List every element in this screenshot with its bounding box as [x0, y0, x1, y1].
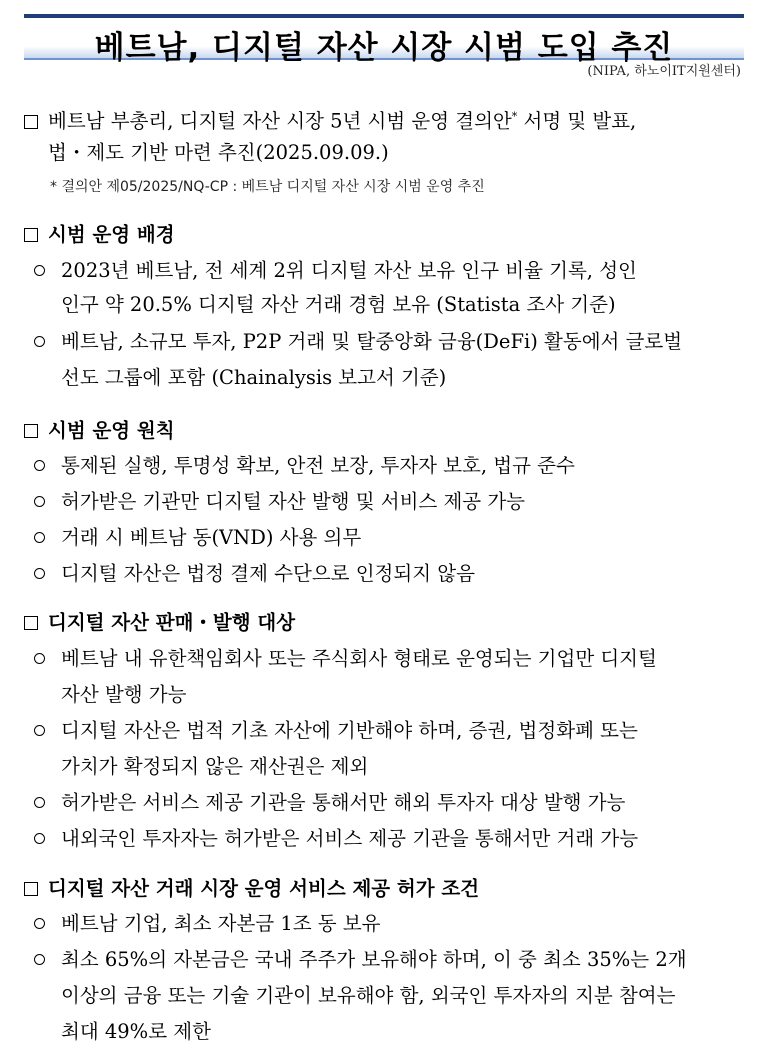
list-item-text: 허가받은 기관만 디지털 자산 발행 및 서비스 제공 가능: [61, 490, 526, 513]
list-item-text: 내외국인 투자자는 허가받은 서비스 제공 기관을 통해서만 거래 가능: [61, 827, 639, 850]
list-item: [34, 786, 625, 820]
source-note: (NIPA, 하노이IT지원센터): [587, 64, 741, 79]
list-item-text: 최소 65%의 자본금은 국내 주주가 보유해야 하며, 이 중 최소 35%는 2개: [61, 948, 687, 971]
square-bullet-icon: [24, 424, 38, 438]
section-heading-text: 시범 운영 원칙: [48, 419, 175, 442]
section-heading-principles: [24, 414, 175, 448]
list-item: [34, 642, 657, 676]
list-item-text: 거래 시 베트남 동(VND) 사용 의무: [61, 526, 362, 549]
intro-text-1: 베트남 부총리, 디지털 자산 시장 5년 시범 운영 결의안: [48, 109, 512, 133]
intro-text-1-tail: 서명 및 발표,: [517, 109, 637, 133]
section-heading-text: 디지털 자산 거래 시장 운영 서비스 제공 허가 조건: [48, 877, 480, 900]
page-title: 베트남, 디지털 자산 시장 시범 도입 추진: [94, 30, 674, 66]
list-item: [34, 521, 361, 555]
list-item-text: 2023년 베트남, 전 세계 2위 디지털 자산 보유 인구 비율 기록, 성인: [61, 259, 637, 282]
list-item: [34, 485, 525, 519]
circle-bullet-icon: [34, 568, 45, 579]
circle-bullet-icon: [34, 954, 45, 965]
list-item: [34, 714, 638, 748]
list-item-text: 베트남, 소규모 투자, P2P 거래 및 탈중앙화 금융(DeFi) 활동에서 글로벌: [61, 330, 683, 353]
square-bullet-icon: [24, 228, 38, 242]
list-item-text: 디지털 자산은 법정 결제 수단으로 인정되지 않음: [61, 562, 475, 585]
list-item-continuation: 가치가 확정되지 않은 재산권은 제외: [61, 755, 369, 778]
circle-bullet-icon: [34, 653, 45, 664]
list-item-continuation: 이상의 금융 또는 기술 기관이 보유해야 함, 외국인 투자자의 지분 참여는: [61, 984, 676, 1007]
section-heading-background: [24, 218, 175, 252]
square-bullet-icon: [24, 882, 38, 896]
list-item: [34, 325, 682, 359]
circle-bullet-icon: [34, 460, 45, 471]
square-bullet-icon: [24, 115, 38, 129]
list-item-text: 베트남 기업, 최소 자본금 1조 동 보유: [61, 912, 381, 935]
circle-bullet-icon: [34, 797, 45, 808]
section-heading-text: 시범 운영 배경: [48, 223, 175, 246]
title-bar: [24, 14, 744, 66]
list-item: [34, 943, 687, 977]
list-item: [34, 254, 637, 288]
circle-bullet-icon: [34, 833, 45, 844]
list-item: [34, 449, 575, 483]
intro-line-1: [24, 100, 636, 139]
list-item-text: 디지털 자산은 법적 기초 자산에 기반해야 하며, 증권, 법정화폐 또는: [61, 719, 638, 742]
section-heading-license: [24, 872, 479, 906]
list-item: [34, 907, 381, 941]
section-heading-text: 디지털 자산 판매・발행 대상: [48, 611, 296, 634]
circle-bullet-icon: [34, 496, 45, 507]
square-bullet-icon: [24, 616, 38, 630]
intro-line-2: 법・제도 기반 마련 추진(2025.09.09.): [48, 141, 389, 164]
list-item-continuation: 인구 약 20.5% 디지털 자산 거래 경험 보유 (Statista 조사 기준): [61, 293, 616, 316]
circle-bullet-icon: [34, 265, 45, 276]
circle-bullet-icon: [34, 336, 45, 347]
list-item-text: 허가받은 서비스 제공 기관을 통해서만 해외 투자자 대상 발행 가능: [61, 791, 626, 814]
footnote-marker: *: [511, 110, 518, 123]
list-item-continuation: 자산 발행 가능: [61, 683, 187, 706]
section-heading-issuance: [24, 606, 295, 640]
circle-bullet-icon: [34, 918, 45, 929]
circle-bullet-icon: [34, 725, 45, 736]
list-item-text: 베트남 내 유한책임회사 또는 주식회사 형태로 운영되는 기업만 디지털: [61, 647, 657, 670]
list-item-continuation: 선도 그룹에 포함 (Chainalysis 보고서 기준): [61, 366, 447, 389]
list-item: [34, 822, 638, 856]
list-item: [34, 557, 475, 591]
list-item-continuation: 최대 49%로 제한: [61, 1020, 211, 1043]
circle-bullet-icon: [34, 532, 45, 543]
intro-footnote: * 결의안 제05/2025/NQ-CP : 베트남 디지털 자산 시장 시범 운영 추진: [50, 179, 485, 195]
list-item-text: 통제된 실행, 투명성 확보, 안전 보장, 투자자 보호, 법규 준수: [61, 454, 575, 477]
